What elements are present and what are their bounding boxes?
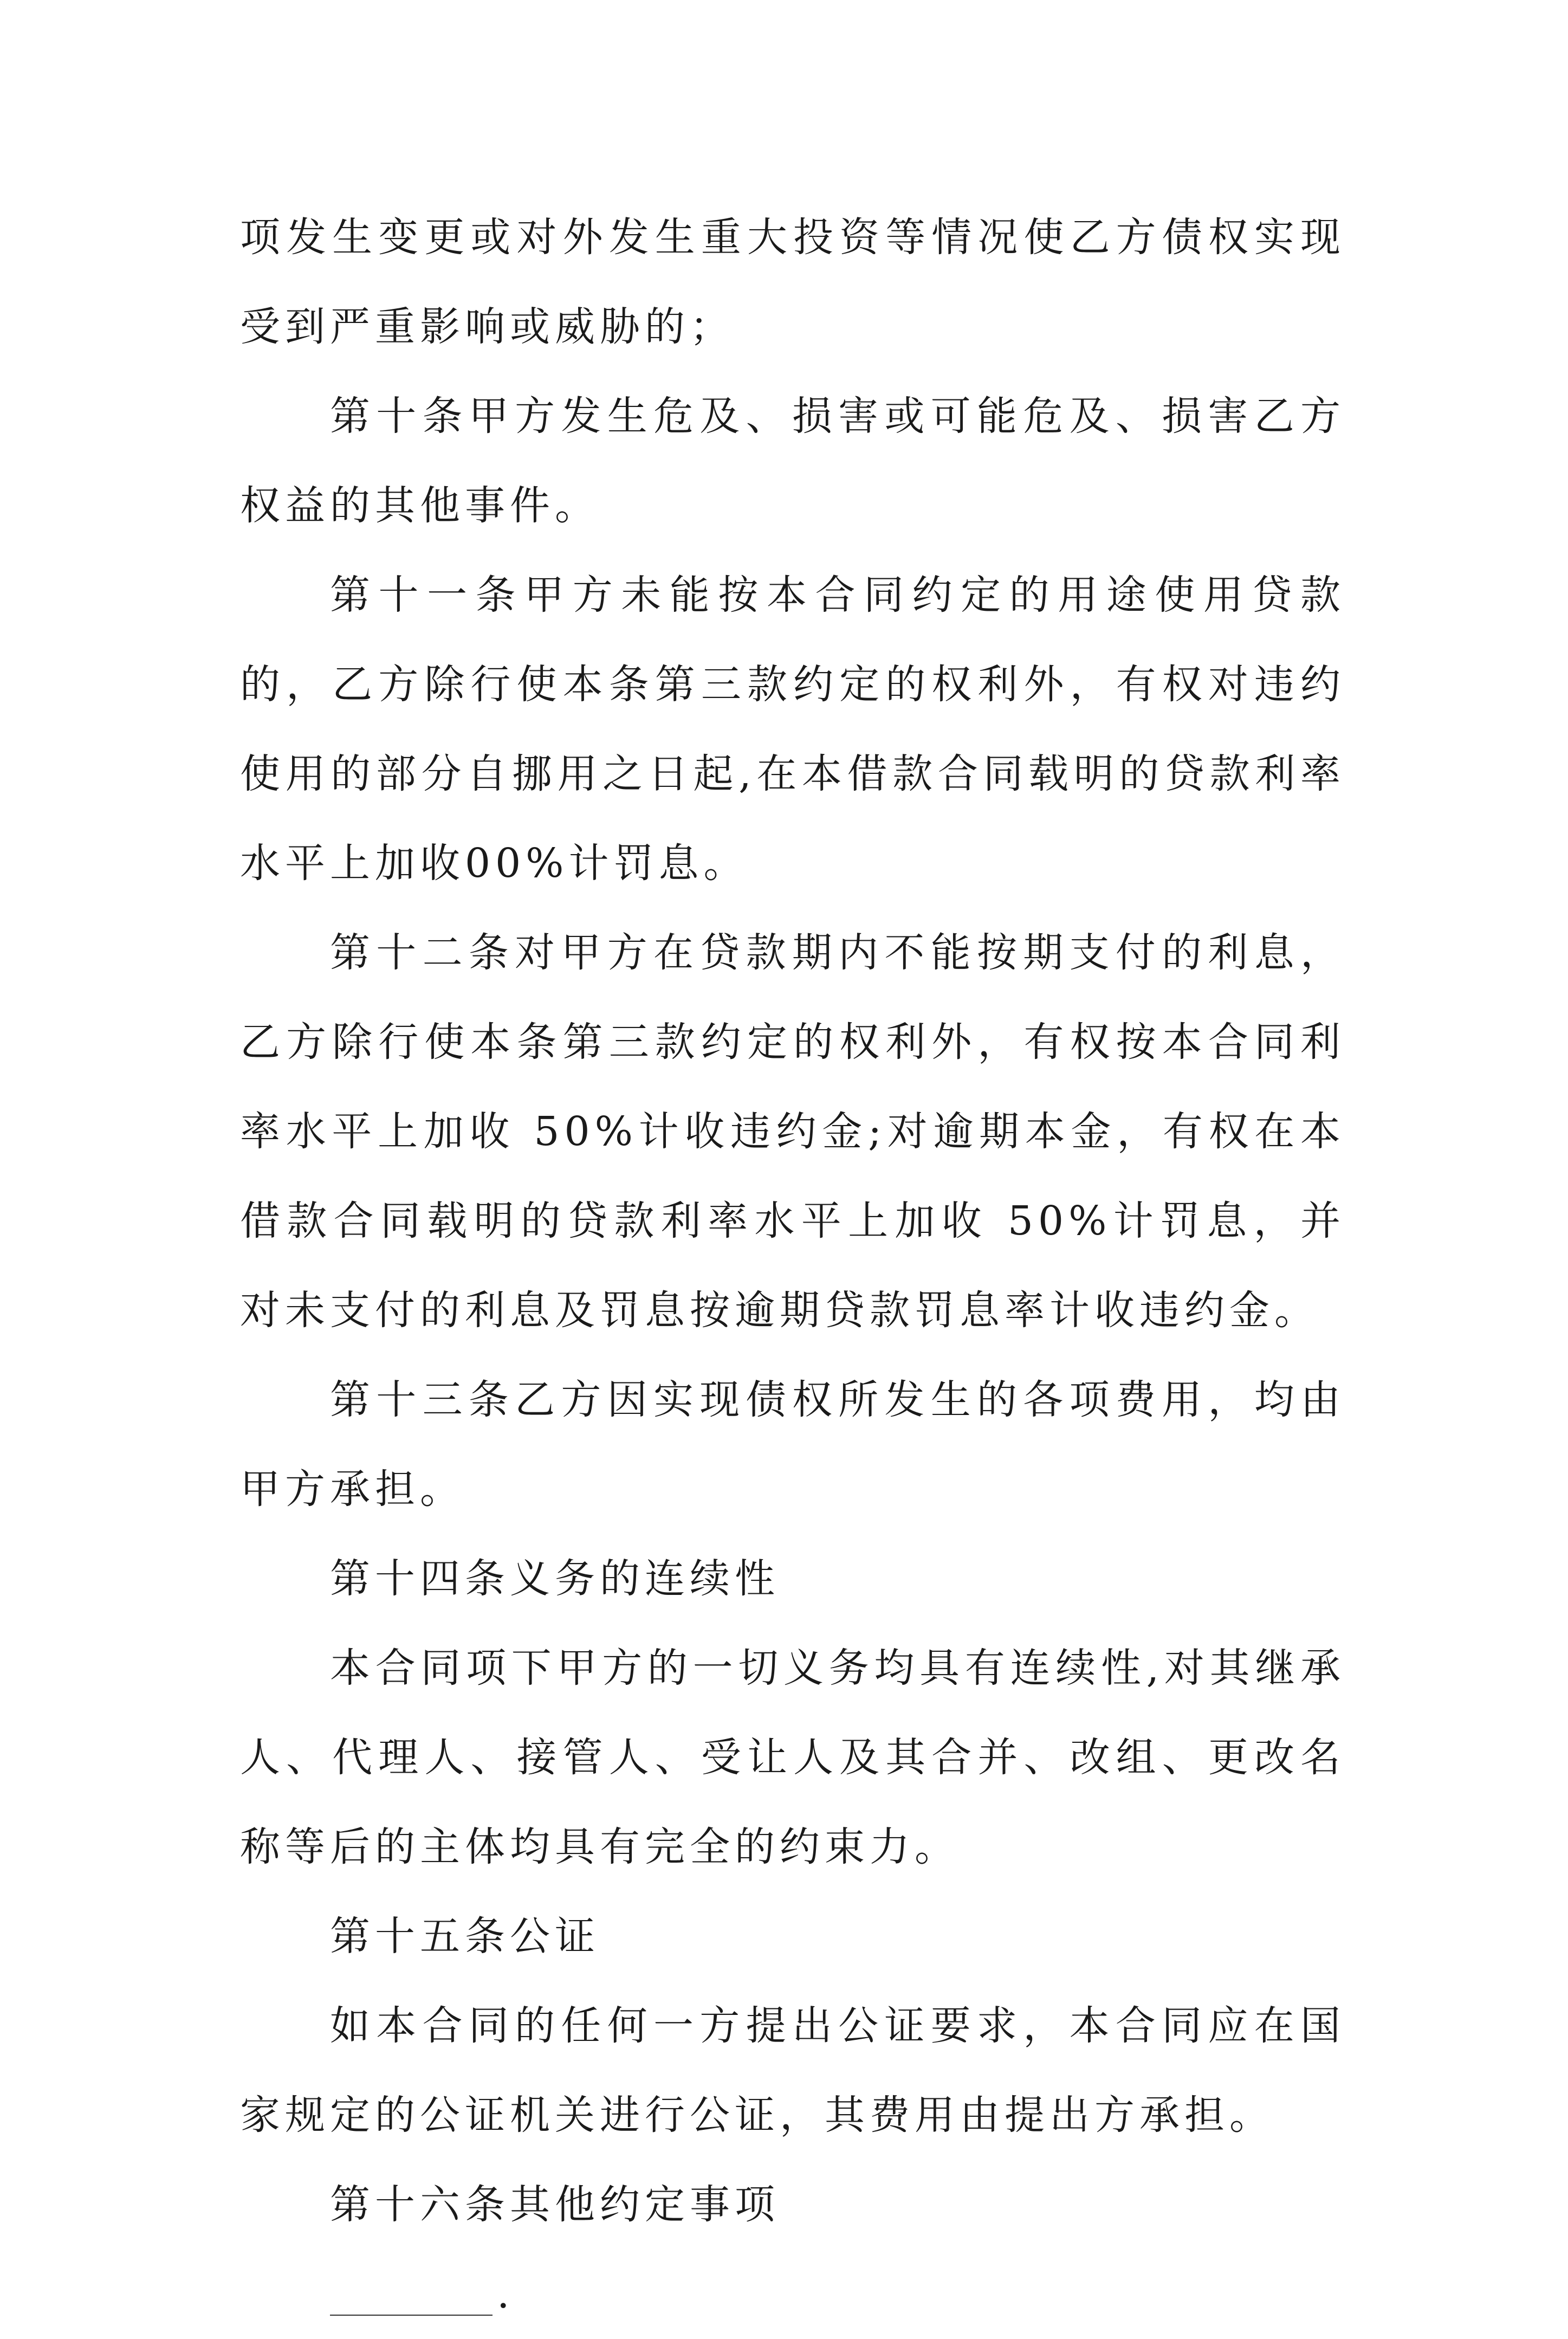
document-body: [240, 193, 1345, 2339]
paragraph-article-13: 第十三条乙方因实现债权所发生的各项费用，均由甲方承担。: [240, 1377, 1345, 1513]
paragraph-article-10: 第十条甲方发生危及、损害或可能危及、损害乙方权益的其他事件。: [240, 393, 1345, 529]
heading-article-16: 第十六条其他约定事项: [330, 2181, 780, 2228]
paragraph-continuation: 项发生变更或对外发生重大投资等情况使乙方债权实现受到严重影响或威胁的；: [240, 214, 1345, 350]
heading-article-15: 第十五条公证: [330, 1913, 600, 1960]
paragraph-article-11: 第十一条甲方未能按本合同约定的用途使用贷款的，乙方除行使本条第三款约定的权利外，有权对违约使用的部分自挪用之日起,在本借款合同载明的贷款利率水平上加收00%计罚息。: [240, 572, 1345, 887]
heading-article-14: 第十四条义务的连续性: [330, 1555, 780, 1602]
paragraph-article-14-body: 本合同项下甲方的一切义务均具有连续性,对其继承人、代理人、接管人、受让人及其合并、改组、更改名称等后的主体均具有完全的约束力。: [240, 1645, 1345, 1870]
blank-fill-line: [240, 2250, 1345, 2339]
blank-trailing-mark: .: [497, 2271, 515, 2317]
paragraph-article-12: 第十二条对甲方在贷款期内不能按期支付的利息，乙方除行使本条第三款约定的权利外，有权按本合同利率水平上加收 50%计收违约金;对逾期本金，有权在本借款合同载明的贷款利率水平上加收 50%计罚息，并对未支付的利息及罚息按逾期贷款罚息率计收违约金。: [240, 929, 1345, 1334]
paragraph-article-15-body: 如本合同的任何一方提出公证要求，本合同应在国家规定的公证机关进行公证，其费用由提出方承担。: [240, 2002, 1345, 2138]
blank-underline: [330, 2315, 493, 2316]
